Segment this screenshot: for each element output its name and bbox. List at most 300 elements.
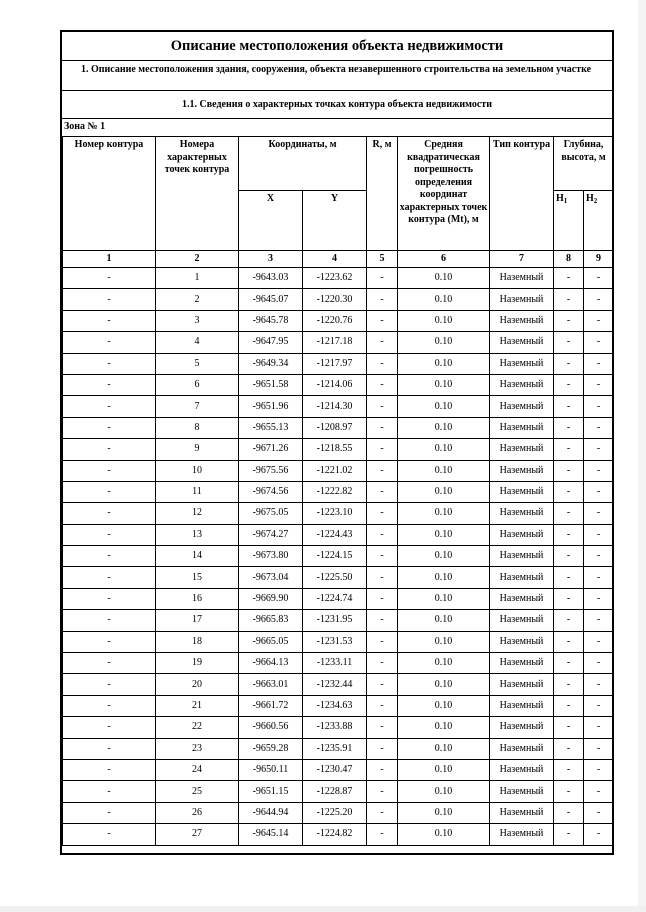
header-h2 <box>584 191 614 251</box>
zone-label: Зона № 1 <box>64 121 106 132</box>
cell-h2: - <box>584 396 614 417</box>
cell-x: -9674.27 <box>239 524 303 545</box>
cell-h2: - <box>584 332 614 353</box>
cell-point: 17 <box>156 610 239 631</box>
cell-contour: - <box>63 588 156 609</box>
cell-point: 19 <box>156 653 239 674</box>
cell-h1: - <box>554 332 584 353</box>
cell-type: Наземный <box>490 738 554 759</box>
table-row <box>63 417 614 438</box>
cell-h1: - <box>554 417 584 438</box>
cell-mt: 0.10 <box>398 503 490 524</box>
cell-r: - <box>367 481 398 502</box>
cell-mt: 0.10 <box>398 717 490 738</box>
cell-r: - <box>367 546 398 567</box>
cell-mt: 0.10 <box>398 289 490 310</box>
cell-h1: - <box>554 374 584 395</box>
col-number: 6 <box>398 251 490 268</box>
cell-mt: 0.10 <box>398 332 490 353</box>
table-row <box>63 396 614 417</box>
table-row <box>63 781 614 802</box>
cell-h2: - <box>584 546 614 567</box>
cell-r: - <box>367 268 398 289</box>
cell-mt: 0.10 <box>398 802 490 823</box>
table-row <box>63 481 614 502</box>
cell-mt: 0.10 <box>398 567 490 588</box>
cell-type: Наземный <box>490 481 554 502</box>
cell-h1: - <box>554 546 584 567</box>
cell-x: -9645.14 <box>239 824 303 845</box>
cell-contour: - <box>63 759 156 780</box>
cell-y: -1224.15 <box>303 546 367 567</box>
cell-r: - <box>367 567 398 588</box>
cell-h2: - <box>584 310 614 331</box>
column-number-row <box>63 251 614 268</box>
cell-h2: - <box>584 717 614 738</box>
cell-h1: - <box>554 824 584 845</box>
table-row <box>63 588 614 609</box>
cell-x: -9655.13 <box>239 417 303 438</box>
cell-y: -1214.30 <box>303 396 367 417</box>
cell-mt: 0.10 <box>398 460 490 481</box>
cell-contour: - <box>63 332 156 353</box>
cell-h1: - <box>554 759 584 780</box>
cell-contour: - <box>63 546 156 567</box>
cell-x: -9673.04 <box>239 567 303 588</box>
cell-x: -9669.90 <box>239 588 303 609</box>
cell-contour: - <box>63 503 156 524</box>
cell-contour: - <box>63 695 156 716</box>
cell-y: -1231.95 <box>303 610 367 631</box>
cell-type: Наземный <box>490 695 554 716</box>
header-h1-sub: 1 <box>563 197 568 205</box>
cell-y: -1217.97 <box>303 353 367 374</box>
cell-y: -1224.43 <box>303 524 367 545</box>
cell-point: 24 <box>156 759 239 780</box>
cell-h1: - <box>554 631 584 652</box>
cell-type: Наземный <box>490 610 554 631</box>
cell-h2: - <box>584 674 614 695</box>
cell-type: Наземный <box>490 310 554 331</box>
cell-x: -9650.11 <box>239 759 303 780</box>
table-row <box>63 546 614 567</box>
cell-point: 22 <box>156 717 239 738</box>
cell-contour: - <box>63 268 156 289</box>
cell-mt: 0.10 <box>398 695 490 716</box>
cell-contour: - <box>63 481 156 502</box>
table-row <box>63 610 614 631</box>
cell-r: - <box>367 417 398 438</box>
cell-point: 4 <box>156 332 239 353</box>
cell-contour: - <box>63 567 156 588</box>
cell-y: -1232.44 <box>303 674 367 695</box>
cell-r: - <box>367 396 398 417</box>
cell-contour: - <box>63 310 156 331</box>
cell-r: - <box>367 374 398 395</box>
table-row <box>63 374 614 395</box>
cell-h1: - <box>554 567 584 588</box>
cell-mt: 0.10 <box>398 374 490 395</box>
table-row <box>63 289 614 310</box>
cell-x: -9643.03 <box>239 268 303 289</box>
cell-y: -1223.10 <box>303 503 367 524</box>
section-heading: 1. Описание местоположения здания, сооружения, объекта незавершенного строительства на земельном участке <box>62 61 612 91</box>
cell-x: -9665.83 <box>239 610 303 631</box>
cell-r: - <box>367 503 398 524</box>
col-number: 2 <box>156 251 239 268</box>
cell-x: -9651.15 <box>239 781 303 802</box>
cell-contour: - <box>63 396 156 417</box>
cell-h1: - <box>554 268 584 289</box>
col-number: 1 <box>63 251 156 268</box>
cell-point: 23 <box>156 738 239 759</box>
header-points: Номера характерных точек контура <box>156 137 239 251</box>
cell-r: - <box>367 588 398 609</box>
cell-mt: 0.10 <box>398 588 490 609</box>
cell-r: - <box>367 759 398 780</box>
cell-h2: - <box>584 567 614 588</box>
cell-h1: - <box>554 653 584 674</box>
table-row <box>63 310 614 331</box>
table-row <box>63 503 614 524</box>
table-body <box>63 268 614 846</box>
cell-x: -9651.58 <box>239 374 303 395</box>
cell-x: -9673.80 <box>239 546 303 567</box>
cell-mt: 0.10 <box>398 268 490 289</box>
header-h1 <box>554 191 584 251</box>
cell-y: -1225.50 <box>303 567 367 588</box>
cell-contour: - <box>63 738 156 759</box>
cell-mt: 0.10 <box>398 824 490 845</box>
cell-r: - <box>367 695 398 716</box>
cell-r: - <box>367 310 398 331</box>
cell-h1: - <box>554 738 584 759</box>
cell-r: - <box>367 460 398 481</box>
header-type: Тип контура <box>490 137 554 251</box>
cell-r: - <box>367 524 398 545</box>
cell-y: -1230.47 <box>303 759 367 780</box>
header-row <box>63 137 614 191</box>
table-row <box>63 439 614 460</box>
table-row <box>63 759 614 780</box>
cell-x: -9675.56 <box>239 460 303 481</box>
cell-point: 10 <box>156 460 239 481</box>
cell-h2: - <box>584 824 614 845</box>
cell-x: -9675.05 <box>239 503 303 524</box>
cell-x: -9644.94 <box>239 802 303 823</box>
cell-y: -1233.88 <box>303 717 367 738</box>
cell-x: -9665.05 <box>239 631 303 652</box>
cell-h1: - <box>554 439 584 460</box>
cell-type: Наземный <box>490 631 554 652</box>
cell-contour: - <box>63 374 156 395</box>
table-row <box>63 268 614 289</box>
cell-y: -1220.76 <box>303 310 367 331</box>
header-y: Y <box>303 191 367 251</box>
cell-y: -1223.62 <box>303 268 367 289</box>
cell-y: -1224.74 <box>303 588 367 609</box>
cell-x: -9659.28 <box>239 738 303 759</box>
cell-point: 2 <box>156 289 239 310</box>
cell-type: Наземный <box>490 332 554 353</box>
cell-mt: 0.10 <box>398 417 490 438</box>
cell-type: Наземный <box>490 781 554 802</box>
cell-r: - <box>367 653 398 674</box>
cell-y: -1228.87 <box>303 781 367 802</box>
col-number: 5 <box>367 251 398 268</box>
cell-point: 6 <box>156 374 239 395</box>
subsection-heading: 1.1. Сведения о характерных точках контура объекта недвижимости <box>62 92 612 119</box>
table-row <box>63 824 614 845</box>
cell-h2: - <box>584 374 614 395</box>
cell-h2: - <box>584 695 614 716</box>
cell-type: Наземный <box>490 503 554 524</box>
cell-h2: - <box>584 802 614 823</box>
cell-point: 27 <box>156 824 239 845</box>
cell-h2: - <box>584 268 614 289</box>
cell-y: -1218.55 <box>303 439 367 460</box>
table-row <box>63 332 614 353</box>
cell-mt: 0.10 <box>398 353 490 374</box>
cell-r: - <box>367 289 398 310</box>
cell-type: Наземный <box>490 759 554 780</box>
cell-h1: - <box>554 610 584 631</box>
cell-type: Наземный <box>490 674 554 695</box>
col-number: 7 <box>490 251 554 268</box>
cell-x: -9660.56 <box>239 717 303 738</box>
cell-point: 8 <box>156 417 239 438</box>
cell-mt: 0.10 <box>398 481 490 502</box>
cell-y: -1208.97 <box>303 417 367 438</box>
cell-r: - <box>367 610 398 631</box>
cell-mt: 0.10 <box>398 781 490 802</box>
cell-point: 16 <box>156 588 239 609</box>
cell-h1: - <box>554 802 584 823</box>
table-row <box>63 631 614 652</box>
cell-x: -9651.96 <box>239 396 303 417</box>
cell-point: 9 <box>156 439 239 460</box>
cell-y: -1233.11 <box>303 653 367 674</box>
cell-point: 15 <box>156 567 239 588</box>
cell-contour: - <box>63 417 156 438</box>
cell-h2: - <box>584 610 614 631</box>
cell-x: -9674.56 <box>239 481 303 502</box>
cell-x: -9647.95 <box>239 332 303 353</box>
cell-mt: 0.10 <box>398 310 490 331</box>
cell-y: -1220.30 <box>303 289 367 310</box>
cell-point: 3 <box>156 310 239 331</box>
cell-h2: - <box>584 460 614 481</box>
coordinates-table <box>62 136 614 846</box>
cell-y: -1222.82 <box>303 481 367 502</box>
cell-h1: - <box>554 396 584 417</box>
cell-point: 14 <box>156 546 239 567</box>
cell-x: -9645.78 <box>239 310 303 331</box>
cell-r: - <box>367 631 398 652</box>
cell-type: Наземный <box>490 546 554 567</box>
cell-type: Наземный <box>490 717 554 738</box>
cell-r: - <box>367 781 398 802</box>
cell-r: - <box>367 332 398 353</box>
cell-h1: - <box>554 310 584 331</box>
table-row <box>63 653 614 674</box>
cell-h2: - <box>584 503 614 524</box>
cell-h2: - <box>584 588 614 609</box>
cell-mt: 0.10 <box>398 631 490 652</box>
cell-h2: - <box>584 759 614 780</box>
cell-y: -1217.18 <box>303 332 367 353</box>
cell-type: Наземный <box>490 653 554 674</box>
cell-type: Наземный <box>490 567 554 588</box>
table-row <box>63 460 614 481</box>
cell-type: Наземный <box>490 289 554 310</box>
cell-r: - <box>367 802 398 823</box>
cell-h2: - <box>584 481 614 502</box>
cell-h2: - <box>584 781 614 802</box>
cell-x: -9645.07 <box>239 289 303 310</box>
cell-contour: - <box>63 631 156 652</box>
cell-type: Наземный <box>490 268 554 289</box>
cell-mt: 0.10 <box>398 610 490 631</box>
cell-h2: - <box>584 353 614 374</box>
cell-type: Наземный <box>490 802 554 823</box>
cell-y: -1224.82 <box>303 824 367 845</box>
cell-point: 18 <box>156 631 239 652</box>
cell-h2: - <box>584 631 614 652</box>
header-mt: Средняя квадратическая погрешность определения координат характерных точек контура (Mt), м <box>398 137 490 251</box>
cell-contour: - <box>63 439 156 460</box>
cell-r: - <box>367 674 398 695</box>
cell-y: -1234.63 <box>303 695 367 716</box>
cell-contour: - <box>63 781 156 802</box>
cell-r: - <box>367 439 398 460</box>
cell-point: 21 <box>156 695 239 716</box>
cell-type: Наземный <box>490 524 554 545</box>
cell-h2: - <box>584 524 614 545</box>
cell-contour: - <box>63 717 156 738</box>
col-number: 8 <box>554 251 584 268</box>
cell-point: 12 <box>156 503 239 524</box>
cell-y: -1235.91 <box>303 738 367 759</box>
cell-contour: - <box>63 610 156 631</box>
cell-contour: - <box>63 353 156 374</box>
cell-y: -1225.20 <box>303 802 367 823</box>
header-contour: Номер контура <box>63 137 156 251</box>
cell-h1: - <box>554 289 584 310</box>
cell-h1: - <box>554 717 584 738</box>
cell-type: Наземный <box>490 460 554 481</box>
cell-type: Наземный <box>490 824 554 845</box>
cell-y: -1221.02 <box>303 460 367 481</box>
cell-h2: - <box>584 738 614 759</box>
col-number: 9 <box>584 251 614 268</box>
cell-point: 11 <box>156 481 239 502</box>
cell-h2: - <box>584 289 614 310</box>
header-depth: Глубина, высота, м <box>554 137 614 191</box>
cell-point: 7 <box>156 396 239 417</box>
header-h1-letter: H <box>556 193 564 204</box>
cell-type: Наземный <box>490 396 554 417</box>
cell-h2: - <box>584 417 614 438</box>
table-row <box>63 738 614 759</box>
cell-x: -9661.72 <box>239 695 303 716</box>
cell-mt: 0.10 <box>398 759 490 780</box>
cell-mt: 0.10 <box>398 653 490 674</box>
table-row <box>63 353 614 374</box>
cell-point: 1 <box>156 268 239 289</box>
cell-mt: 0.10 <box>398 674 490 695</box>
header-h2-letter: H <box>586 193 594 204</box>
viewer-scroll-gutter <box>638 0 646 912</box>
table-row <box>63 802 614 823</box>
document-page <box>60 30 614 855</box>
cell-h1: - <box>554 674 584 695</box>
cell-h2: - <box>584 653 614 674</box>
cell-h1: - <box>554 481 584 502</box>
cell-point: 25 <box>156 781 239 802</box>
cell-contour: - <box>63 674 156 695</box>
cell-x: -9663.01 <box>239 674 303 695</box>
table-row <box>63 524 614 545</box>
cell-h1: - <box>554 503 584 524</box>
col-number: 3 <box>239 251 303 268</box>
cell-y: -1231.53 <box>303 631 367 652</box>
cell-x: -9664.13 <box>239 653 303 674</box>
table-row <box>63 674 614 695</box>
table-row <box>63 717 614 738</box>
header-x: X <box>239 191 303 251</box>
viewer-bottom-gutter <box>0 906 646 912</box>
cell-h1: - <box>554 781 584 802</box>
cell-y: -1214.06 <box>303 374 367 395</box>
cell-contour: - <box>63 289 156 310</box>
header-h2-sub: 2 <box>593 197 598 205</box>
cell-point: 5 <box>156 353 239 374</box>
cell-contour: - <box>63 653 156 674</box>
table-row <box>63 695 614 716</box>
cell-h1: - <box>554 460 584 481</box>
header-coords: Координаты, м <box>239 137 367 191</box>
page-title: Описание местоположения объекта недвижимости <box>62 32 612 61</box>
cell-type: Наземный <box>490 439 554 460</box>
cell-h1: - <box>554 695 584 716</box>
cell-contour: - <box>63 460 156 481</box>
cell-contour: - <box>63 524 156 545</box>
header-r: R, м <box>367 137 398 251</box>
cell-type: Наземный <box>490 417 554 438</box>
cell-mt: 0.10 <box>398 439 490 460</box>
cell-h1: - <box>554 588 584 609</box>
cell-point: 26 <box>156 802 239 823</box>
cell-h1: - <box>554 524 584 545</box>
cell-h2: - <box>584 439 614 460</box>
cell-mt: 0.10 <box>398 396 490 417</box>
table-row <box>63 567 614 588</box>
cell-type: Наземный <box>490 353 554 374</box>
col-number: 4 <box>303 251 367 268</box>
cell-r: - <box>367 717 398 738</box>
cell-r: - <box>367 353 398 374</box>
cell-x: -9649.34 <box>239 353 303 374</box>
cell-type: Наземный <box>490 374 554 395</box>
cell-point: 13 <box>156 524 239 545</box>
cell-r: - <box>367 824 398 845</box>
cell-type: Наземный <box>490 588 554 609</box>
cell-point: 20 <box>156 674 239 695</box>
cell-h1: - <box>554 353 584 374</box>
cell-contour: - <box>63 802 156 823</box>
cell-x: -9671.26 <box>239 439 303 460</box>
